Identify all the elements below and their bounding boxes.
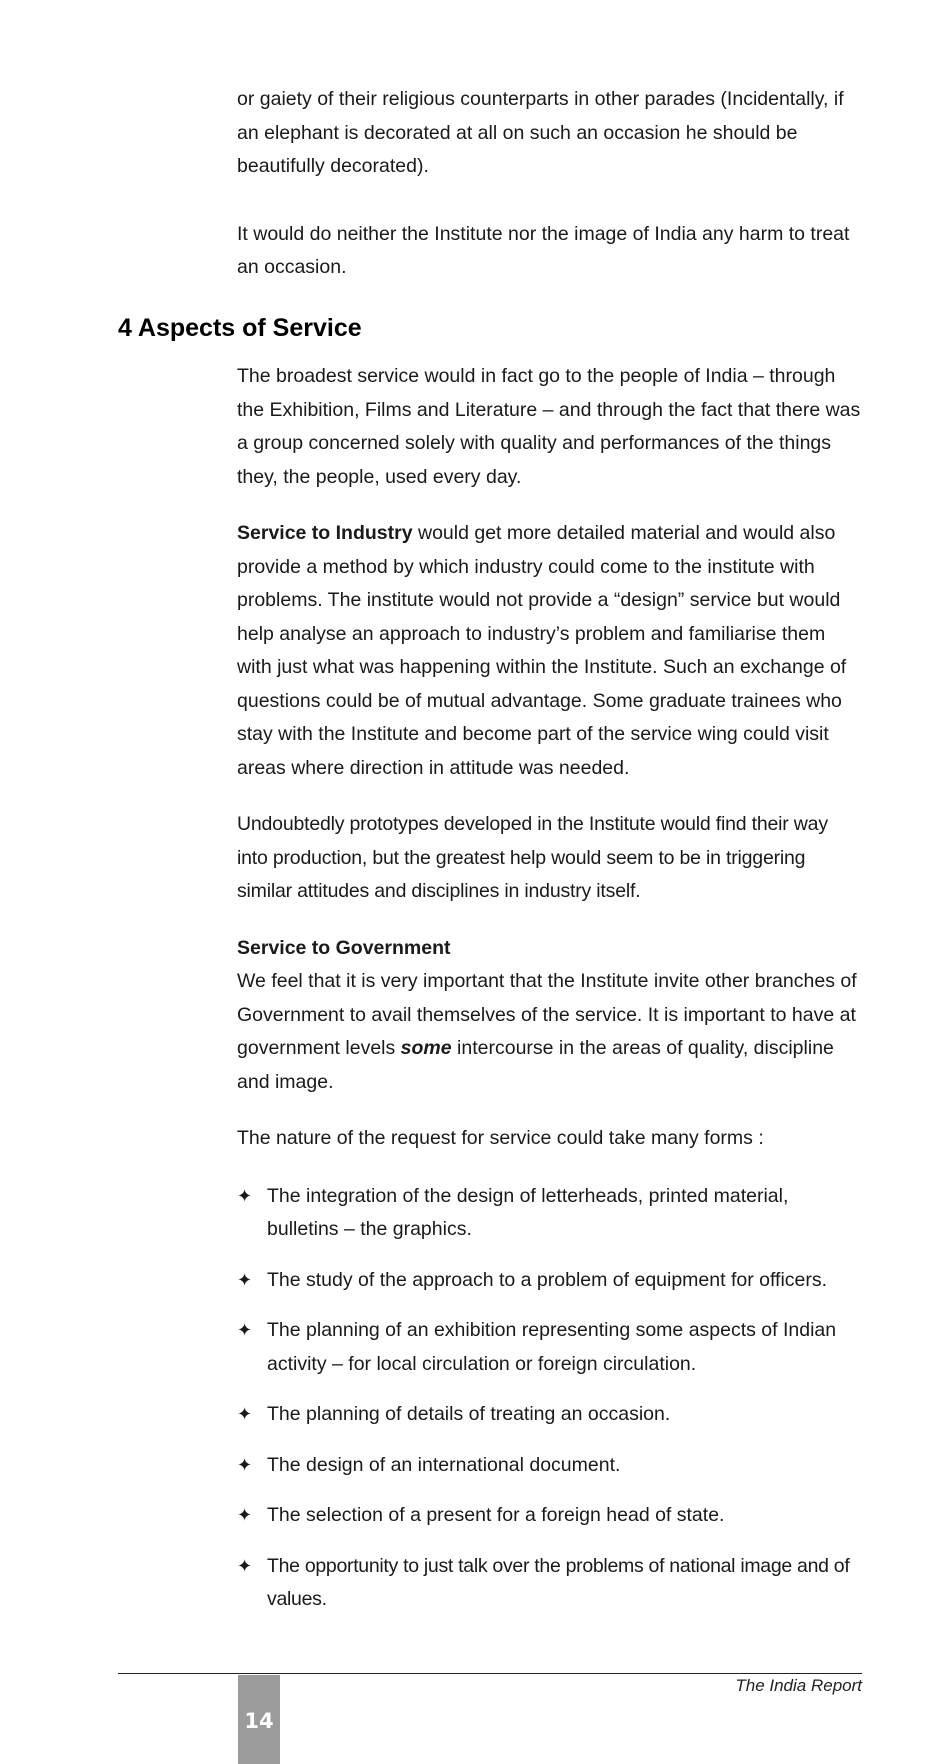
paragraph-service-government xyxy=(237,965,862,1099)
service-forms-list xyxy=(237,1180,862,1617)
star-bullet-icon: ✦ xyxy=(237,1555,252,1576)
list-item-text: The selection of a present for a foreign head of state. xyxy=(267,1504,725,1526)
list-item xyxy=(237,1398,862,1432)
subheading-service-government: Service to Government xyxy=(237,936,451,959)
footer-publication-title: The India Report xyxy=(735,1676,862,1695)
list-item xyxy=(237,1264,862,1298)
list-item-text: The opportunity to just talk over the problems of national image and of values. xyxy=(267,1554,850,1610)
list-item-text: The design of an international document. xyxy=(267,1453,621,1476)
list-item-text: The planning of an exhibition representing some aspects of Indian activity – for local circulation or foreign circulation. xyxy=(267,1319,837,1375)
list-item-text: The integration of the design of letterheads, printed material, bulletins – the graphics. xyxy=(267,1184,789,1240)
intro-paragraph-1: or gaiety of their religious counterparts in other parades (Incidentally, if an elephant is decorated at all on such an occasion he should be beautifully decorated). xyxy=(237,88,844,177)
paragraph-broadest-service: The broadest service would in fact go to the people of India – through the Exhibition, Films and Literature – and through the fact that there was a group concerned solely with quality and performances of the things they, the people, used every day. xyxy=(237,365,861,488)
star-bullet-icon: ✦ xyxy=(237,1404,253,1424)
list-item xyxy=(237,1499,862,1533)
star-bullet-icon: ✦ xyxy=(237,1505,253,1525)
paragraph-prototypes: Undoubtedly prototypes developed in the Institute would find their way into production, but the greatest help would seem to be in triggering similar attitudes and disciplines in industry itself. xyxy=(237,813,828,902)
star-bullet-icon: ✦ xyxy=(237,1320,253,1340)
gov-text-a: We feel that it is very important that the Institute invite other branches of Government to avail themselves of the service. It is important to have at government levels xyxy=(237,970,857,1059)
page-number: 14 xyxy=(244,1709,274,1733)
star-bullet-icon: ✦ xyxy=(237,1454,253,1475)
industry-lead: Service to Industry xyxy=(237,522,413,544)
section-body xyxy=(237,360,862,1617)
intro-block xyxy=(237,83,862,285)
intro-paragraph-2: It would do neither the Institute nor the image of India any harm to treat an occasion. xyxy=(237,222,850,278)
gov-emphasis: some xyxy=(400,1037,452,1059)
gov-text-b: intercourse in the areas of quality, discipline and image. xyxy=(237,1037,834,1093)
star-bullet-icon: ✦ xyxy=(237,1185,253,1206)
star-bullet-icon: ✦ xyxy=(237,1269,253,1290)
page-number-tab xyxy=(238,1675,280,1764)
list-item xyxy=(237,1449,862,1483)
paragraph-nature-of-request: The nature of the request for service could take many forms : xyxy=(237,1127,764,1149)
list-item-text: The planning of details of treating an occasion. xyxy=(267,1403,671,1425)
list-item-text: The study of the approach to a problem of equipment for officers. xyxy=(267,1268,828,1291)
section-heading: 4 Aspects of Service xyxy=(118,314,362,342)
industry-text: would get more detailed material and would also provide a method by which industry could come to the institute with problems. The institute would not provide a “design” service but would help analyse an approach to industry’s problem and familiarise them with just what was happening within the Institute. Such an exchange of questions could be of mutual advantage. Some graduate trainees who stay with the Institute and become part of the service wing could visit areas where direction in attitude was needed. xyxy=(237,522,847,779)
paragraph-service-industry xyxy=(237,517,862,785)
list-item xyxy=(237,1550,862,1617)
list-item xyxy=(237,1314,862,1381)
list-item xyxy=(237,1180,862,1247)
